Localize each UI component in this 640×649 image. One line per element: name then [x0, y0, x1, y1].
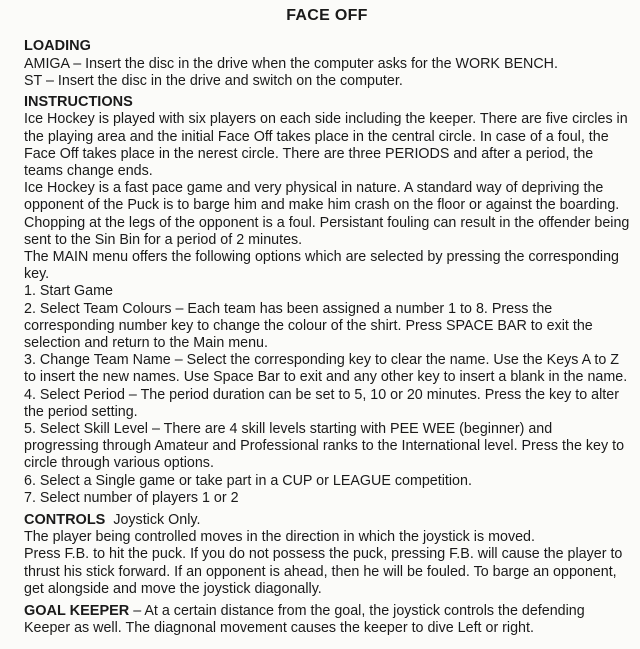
controls-subtitle: Joystick Only. [113, 512, 201, 529]
menu-option-team-name: 3. Change Team Name – Select the corresponding key to clear the name. Use the Keys A to Z to insert the new names. Use Space Bar to exit and any other key to insert a blank in the name. [24, 352, 628, 386]
menu-option-start-game: 1. Start Game [24, 283, 113, 300]
instructions-section [24, 94, 630, 507]
menu-option-team-colours: 2. Select Team Colours – Each team has been assigned a number 1 to 8. Press the corresponding number key to change the colour of the shirt. Press SPACE BAR to exit the selection and return to the Main menu. [24, 300, 593, 352]
instructions-paragraph: Ice Hockey is played with six players on each side including the keeper. There are five circles in the playing area and the initial Face Off takes place in the central circle. In case of a foul, the Face Off takes place in the nerest circle. There are three PERIODS and after a period, the teams change ends. [24, 111, 628, 180]
menu-option-skill-level: 5. Select Skill Level – There are 4 skill levels starting with PEE WEE (beginner) and progressing through Amateur and Professional ranks to the International level. Press the key to circle through various options. [24, 421, 625, 472]
loading-heading: LOADING [24, 38, 91, 54]
controls-heading: CONTROLS [24, 512, 106, 529]
loading-section [24, 38, 630, 90]
controls-heading-line [24, 512, 630, 529]
loading-st-line: ST – Insert the disc in the drive and switch on the computer. [24, 72, 403, 89]
instructions-paragraph: Ice Hockey is a fast pace game and very physical in nature. A standard way of depriving the opponent of the Puck is to barge him and make him crash on the floor or against the boarding. Chopping at the legs of the opponent is a foul. Persistant fouling can result in the offender being sent to the Sin Bin for a period of 2 minutes. [24, 180, 630, 248]
instructions-paragraph: The MAIN menu offers the following options which are selected by pressing the corresponding key. [24, 249, 619, 283]
goal-keeper-paragraph [24, 603, 630, 637]
goal-keeper-section [24, 603, 630, 637]
instructions-heading: INSTRUCTIONS [24, 93, 133, 110]
menu-option-players: 7. Select number of players 1 or 2 [24, 489, 239, 506]
page-title: FACE OFF [286, 7, 368, 24]
goal-keeper-text: – At a certain distance from the goal, the joystick controls the defending Keeper as well. The diagnonal movement causes the keeper to dive Left or right. [24, 603, 585, 637]
controls-paragraph: Press F.B. to hit the puck. If you do not possess the puck, pressing F.B. will cause the player to thrust his stick forward. If an opponent is ahead, then he will be fouled. To barge an opponent, get alongside and move the joystick diagonally. [24, 546, 623, 597]
menu-option-period: 4. Select Period – The period duration can be set to 5, 10 or 20 minutes. Press the key to alter the period setting. [24, 386, 619, 420]
loading-amiga-line: AMIGA – Insert the disc in the drive when the computer asks for the WORK BENCH. [24, 55, 558, 72]
controls-paragraph: The player being controlled moves in the direction in which the joystick is moved. [24, 529, 535, 546]
menu-option-game-type: 6. Select a Single game or take part in a CUP or LEAGUE competition. [24, 472, 472, 489]
goal-keeper-heading: GOAL KEEPER [24, 603, 130, 620]
controls-section [24, 512, 630, 598]
